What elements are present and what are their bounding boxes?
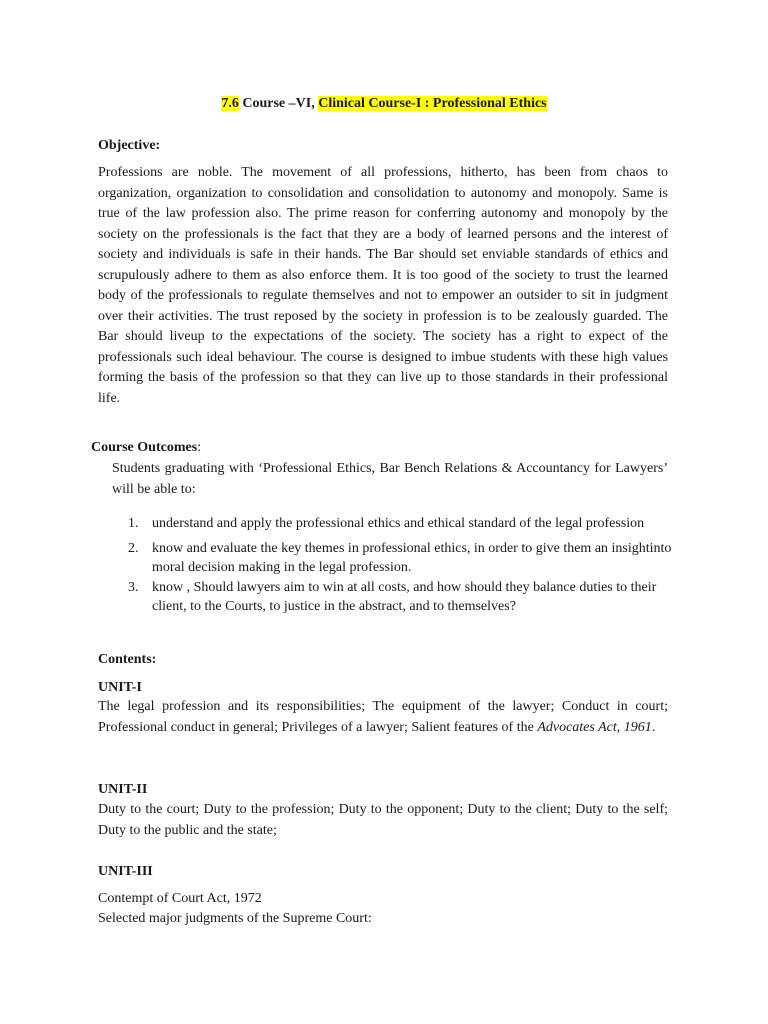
unit2-text: Duty to the court; Duty to the profession; Duty to the opponent; Duty to the client; Duty to the self; Duty to the public and the state; bbox=[98, 802, 668, 838]
outcomes-heading bbox=[91, 438, 201, 458]
list-item bbox=[128, 539, 692, 577]
unit3-line1: Contempt of Court Act, 1972 bbox=[98, 891, 262, 906]
page-title bbox=[0, 93, 768, 115]
objective-heading: Objective: bbox=[98, 138, 161, 153]
unit1-text bbox=[98, 697, 668, 738]
unit1-body: The legal profession and its responsibilities; The equipment of the lawyer; Conduct in court; Professional conduct in general; Privileges of a lawyer; Salient features of the bbox=[98, 699, 668, 735]
list-item-text: understand and apply the professional ethics and ethical standard of the legal profession bbox=[152, 516, 645, 531]
list-item bbox=[128, 514, 712, 533]
list-item-number: 1. bbox=[128, 516, 139, 531]
unit2-heading: UNIT-II bbox=[98, 782, 148, 797]
unit3-line2: Selected major judgments of the Supreme Court: bbox=[98, 911, 372, 926]
list-item-number: 3. bbox=[128, 580, 139, 595]
list-item bbox=[128, 578, 692, 616]
contents-heading: Contents: bbox=[98, 652, 157, 667]
unit1-end: . bbox=[651, 719, 656, 735]
outcomes-heading-text: Course Outcomes bbox=[91, 440, 198, 455]
list-item-text: know and evaluate the key themes in professional ethics, in order to give them an insightinto moral decision making in the legal profession. bbox=[152, 541, 672, 575]
unit1-heading: UNIT-I bbox=[98, 680, 142, 695]
title-clinical: Clinical Course-I : Professional Ethics bbox=[318, 96, 547, 111]
outcomes-heading-colon: : bbox=[197, 440, 202, 455]
outcomes-intro: Students graduating with ‘Professional Ethics, Bar Bench Relations & Accountancy for Lawyers’ will be able to: bbox=[112, 461, 668, 497]
list-item-number: 2. bbox=[128, 541, 139, 556]
unit1-act-title: Advocates Act, 1961 bbox=[537, 719, 652, 735]
title-course: Course –VI, bbox=[238, 96, 319, 111]
objective-text: Professions are noble. The movement of all professions, hitherto, has been from chaos to organization, organization to consolidation and consolidation to autonomy and monopoly. Same is true of the law profession also. The prime reason for conferring autonomy and monopoly by the society on the professionals is the fact that they are a body of learned persons and the interest of society and individuals is safe in their hands. The Bar should set enviable standards of ethics and scrupulously adhere to them as also enforce them. It is too good of the society to trust the learned body of the professionals to regulate themselves and not to empower an outsider to sit in judgment over their activities. The trust reposed by the society in profession is to be zealously guarded. The Bar should liveup to the expectations of the society. The society has a right to expect of the professionals such ideal behaviour. The course is designed to imbue students with these high values forming the basis of the profession so that they can live up to those standards in their professional life. bbox=[98, 165, 668, 406]
list-item-text: know , Should lawyers aim to win at all costs, and how should they balance duties to their client, to the Courts, to justice in the abstract, and to themselves? bbox=[152, 580, 657, 614]
unit3-heading: UNIT-III bbox=[98, 864, 153, 879]
title-number: 7.6 bbox=[221, 96, 239, 111]
